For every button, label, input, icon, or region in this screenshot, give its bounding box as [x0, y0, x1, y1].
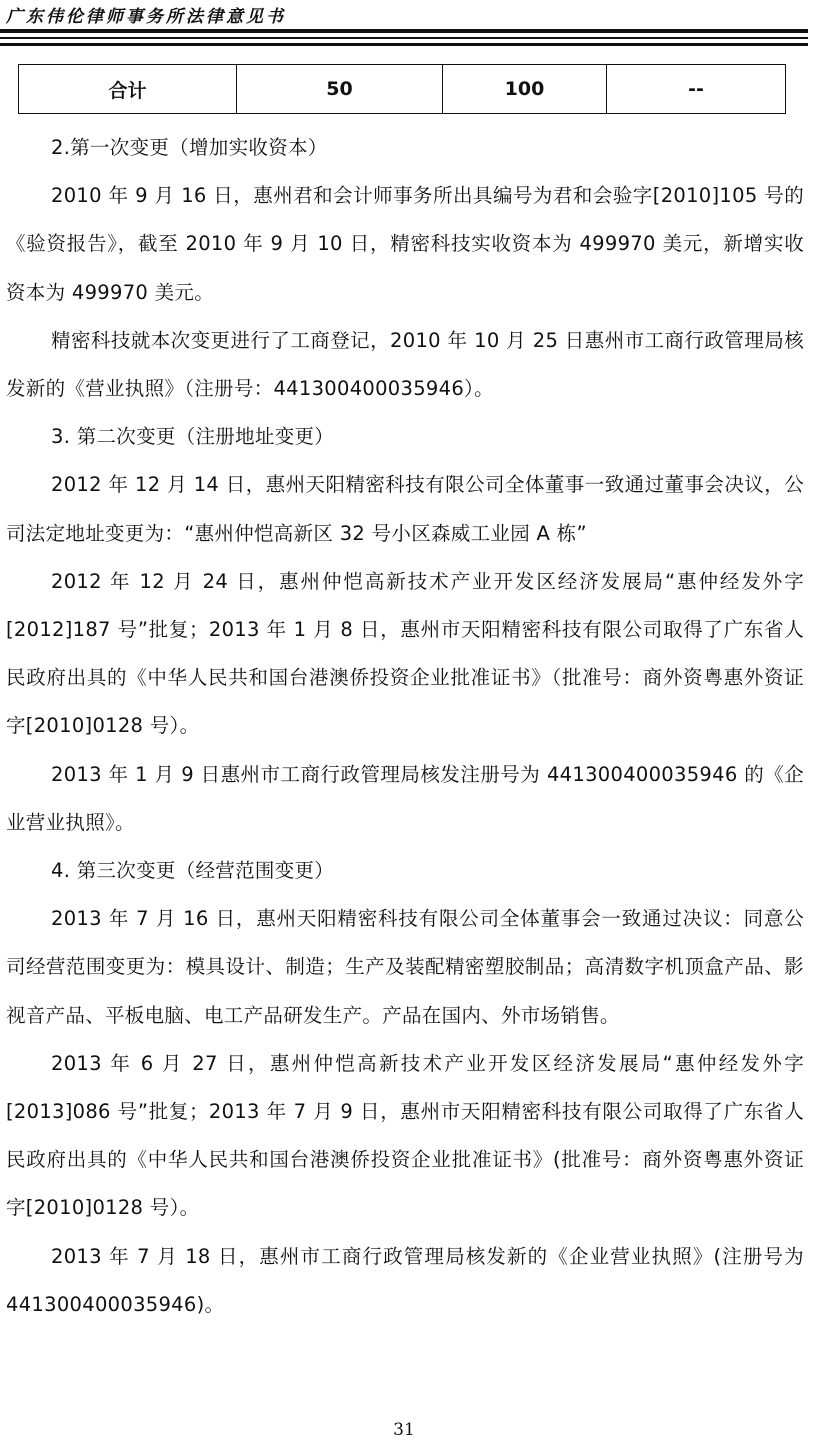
section-heading-third-change: 4. 第三次变更（经营范围变更）: [51, 859, 335, 883]
paragraph-license-issuance-2010: 精密科技就本次变更进行了工商登记，2010 年 10 月 25 日惠州市工商行政管理局核发新的《营业执照》（注册号：441300400035946）。: [6, 328, 804, 401]
table-row-total: [19, 65, 786, 114]
total-contribution-cell: 50: [237, 65, 443, 114]
paragraph-license-issuance-2013-jan: 2013 年 1 月 9 日惠州市工商行政管理局核发注册号为 441300400035946 的《企业营业执照》。: [6, 762, 804, 834]
header-rule-bottom: [0, 43, 808, 46]
page-number: 31: [393, 1420, 415, 1440]
paragraph-capital-verification: 2010 年 9 月 16 日，惠州君和会计师事务所出具编号为君和会验字[2010]105 号的《验资报告》，截至 2010 年 9 月 10 日，精密科技实收资本为 499970 美元，新增实收资本为 499970 美元。: [6, 184, 804, 304]
header-rule-top: [0, 29, 808, 33]
total-ratio-cell: 100: [443, 65, 607, 114]
shareholding-total-table: [18, 64, 786, 114]
paragraph-approval-2013: 2013 年 6 月 27 日，惠州仲恺高新技术产业开发区经济发展局“惠仲经发外字[2013]086 号”批复；2013 年 7 月 9 日，惠州市天阳精密科技有限公司取得了广东省人民政府出具的《中华人民共和国台港澳侨投资企业批准证书》(批准号：商外资粤惠外资证字[2010]0128 号）。: [6, 1051, 804, 1220]
paragraph-license-issuance-2013-jul: 2013 年 7 月 18 日，惠州市工商行政管理局核发新的《企业营业执照》(注册号为 441300400035946)。: [6, 1244, 804, 1316]
paragraph-business-scope-resolution: 2013 年 7 月 16 日，惠州天阳精密科技有限公司全体董事会一致通过决议：同意公司经营范围变更为：模具设计、制造；生产及装配精密塑胶制品；高清数字机顶盒产品、影视音产品、平板电脑、电工产品研发生产。产品在国内、外市场销售。: [6, 907, 804, 1027]
paragraph-approval-2012: 2012 年 12 月 24 日，惠州仲恺高新技术产业开发区经济发展局“惠仲经发外字[2012]187 号”批复；2013 年 1 月 8 日，惠州市天阳精密科技有限公司取得了广东省人民政府出具的《中华人民共和国台港澳侨投资企业批准证书》（批准号：商外资粤惠外资证字[2010]0128 号）。: [6, 569, 804, 738]
header-rule-middle: [0, 37, 808, 39]
document-header-title: 广东伟伦律师事务所法律意见书: [6, 7, 286, 27]
document-body: [6, 124, 804, 1329]
total-remark-cell: --: [607, 65, 786, 114]
paragraph-board-resolution-2012: 2012 年 12 月 14 日，惠州天阳精密科技有限公司全体董事一致通过董事会决议，公司法定地址变更为：“惠州仲恺高新区 32 号小区森威工业园 A 栋”: [6, 473, 804, 545]
section-heading-second-change: 3. 第二次变更（注册地址变更）: [51, 425, 335, 449]
total-label-cell: 合计: [19, 65, 237, 114]
section-heading-first-change: 2.第一次变更（增加实收资本）: [51, 136, 328, 159]
